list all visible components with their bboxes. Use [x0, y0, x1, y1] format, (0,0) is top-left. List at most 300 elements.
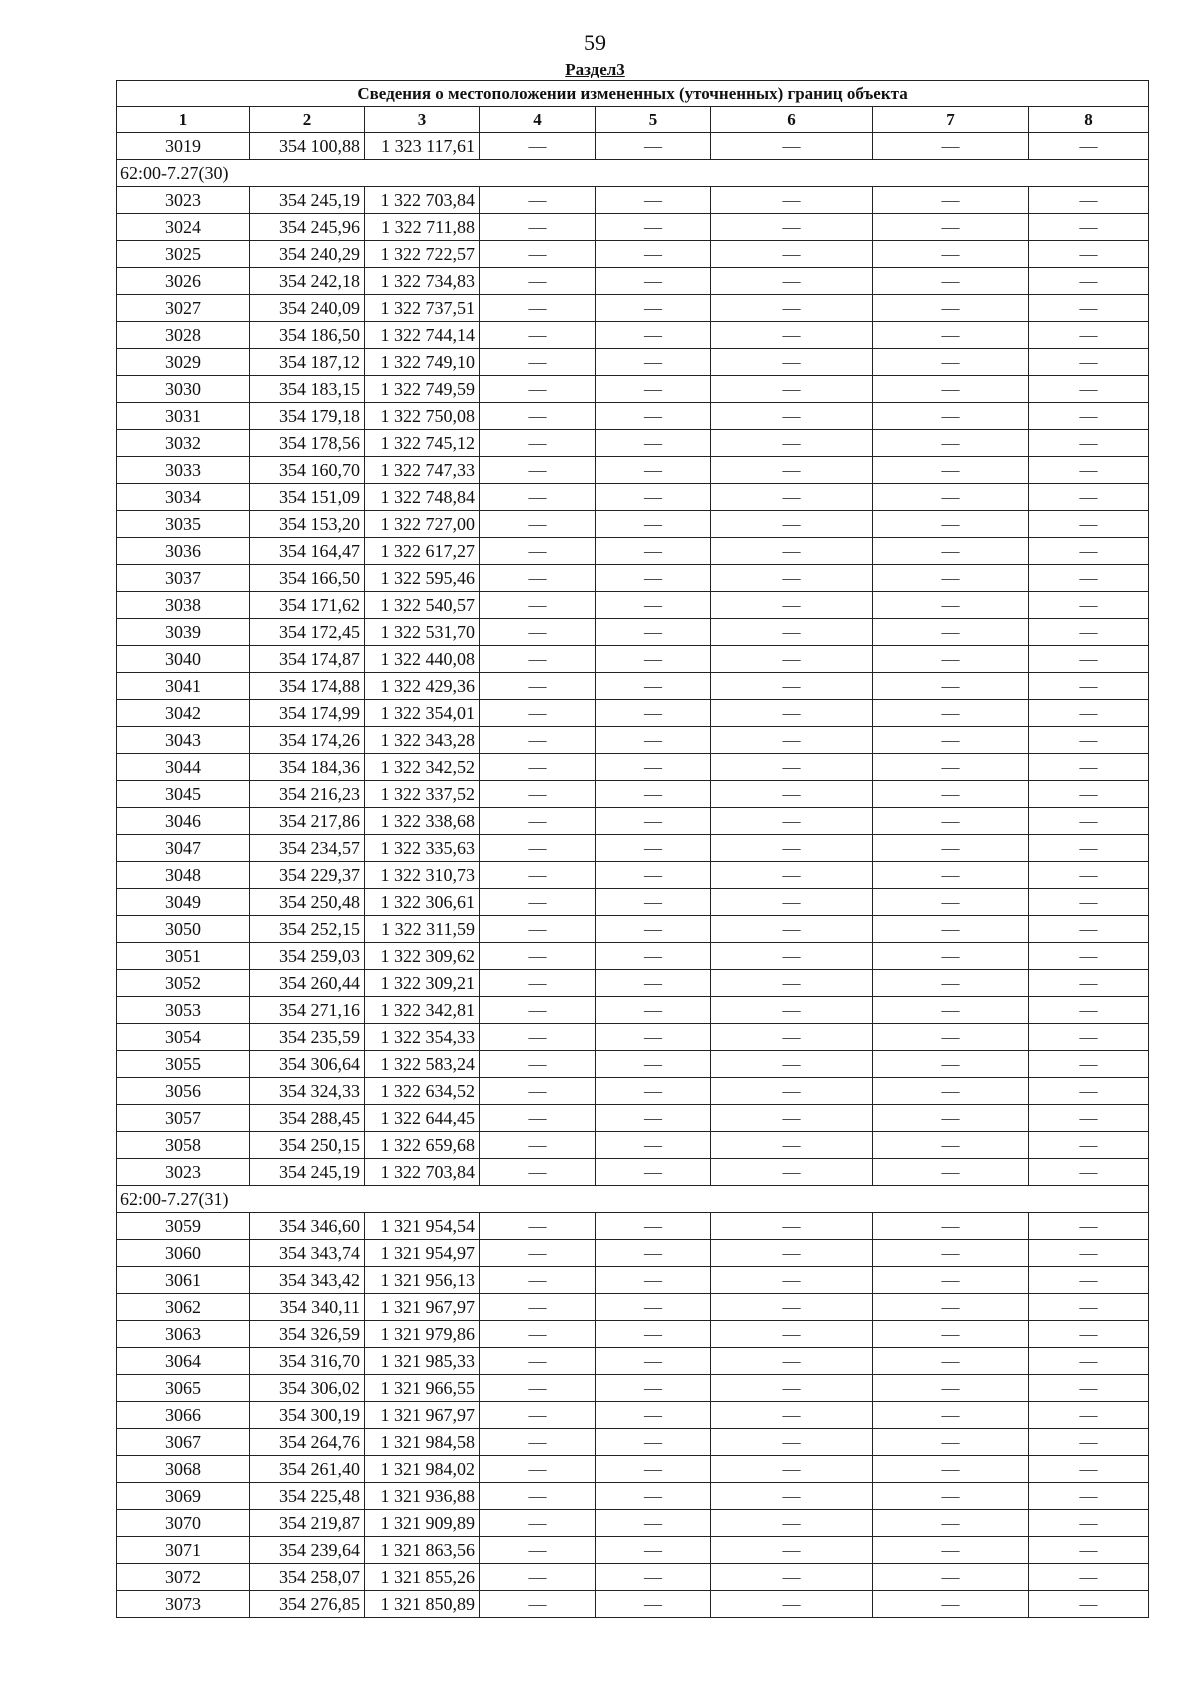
- empty-value-dash: —: [480, 538, 596, 565]
- empty-value-dash: —: [1029, 1240, 1149, 1267]
- empty-value-dash: —: [596, 1510, 711, 1537]
- point-number: 3065: [117, 1375, 250, 1402]
- empty-value-dash: —: [480, 268, 596, 295]
- empty-value-dash: —: [873, 349, 1029, 376]
- empty-value-dash: —: [711, 808, 873, 835]
- group-label: 62:00-7.27(30): [117, 160, 1149, 187]
- point-number: 3070: [117, 1510, 250, 1537]
- point-number: 3026: [117, 268, 250, 295]
- x-coordinate: 354 172,45: [250, 619, 365, 646]
- table-row: [117, 133, 1149, 160]
- empty-value-dash: —: [480, 214, 596, 241]
- table-row: [117, 889, 1149, 916]
- empty-value-dash: —: [480, 700, 596, 727]
- empty-value-dash: —: [596, 538, 711, 565]
- x-coordinate: 354 300,19: [250, 1402, 365, 1429]
- empty-value-dash: —: [1029, 1159, 1149, 1186]
- empty-value-dash: —: [480, 511, 596, 538]
- x-coordinate: 354 217,86: [250, 808, 365, 835]
- empty-value-dash: —: [711, 970, 873, 997]
- point-number: 3043: [117, 727, 250, 754]
- empty-value-dash: —: [711, 700, 873, 727]
- y-coordinate: 1 322 659,68: [365, 1132, 480, 1159]
- point-number: 3037: [117, 565, 250, 592]
- x-coordinate: 354 234,57: [250, 835, 365, 862]
- empty-value-dash: —: [711, 1321, 873, 1348]
- empty-value-dash: —: [1029, 1429, 1149, 1456]
- point-number: 3030: [117, 376, 250, 403]
- empty-value-dash: —: [711, 673, 873, 700]
- empty-value-dash: —: [596, 781, 711, 808]
- point-number: 3045: [117, 781, 250, 808]
- empty-value-dash: —: [480, 349, 596, 376]
- empty-value-dash: —: [873, 322, 1029, 349]
- empty-value-dash: —: [1029, 322, 1149, 349]
- empty-value-dash: —: [1029, 538, 1149, 565]
- empty-value-dash: —: [596, 565, 711, 592]
- x-coordinate: 354 225,48: [250, 1483, 365, 1510]
- y-coordinate: 1 322 703,84: [365, 1159, 480, 1186]
- x-coordinate: 354 264,76: [250, 1429, 365, 1456]
- empty-value-dash: —: [711, 1537, 873, 1564]
- empty-value-dash: —: [711, 1429, 873, 1456]
- empty-value-dash: —: [711, 727, 873, 754]
- empty-value-dash: —: [596, 322, 711, 349]
- point-number: 3035: [117, 511, 250, 538]
- empty-value-dash: —: [480, 565, 596, 592]
- x-coordinate: 354 151,09: [250, 484, 365, 511]
- column-header: 1: [117, 107, 250, 133]
- empty-value-dash: —: [711, 484, 873, 511]
- page-number: 59: [584, 30, 606, 55]
- empty-value-dash: —: [711, 1213, 873, 1240]
- point-number: 3059: [117, 1213, 250, 1240]
- empty-value-dash: —: [596, 457, 711, 484]
- point-number: 3058: [117, 1132, 250, 1159]
- table-row: [117, 1375, 1149, 1402]
- point-number: 3036: [117, 538, 250, 565]
- empty-value-dash: —: [873, 1348, 1029, 1375]
- empty-value-dash: —: [480, 295, 596, 322]
- empty-value-dash: —: [711, 214, 873, 241]
- y-coordinate: 1 322 335,63: [365, 835, 480, 862]
- y-coordinate: 1 322 722,57: [365, 241, 480, 268]
- y-coordinate: 1 322 342,52: [365, 754, 480, 781]
- empty-value-dash: —: [711, 376, 873, 403]
- empty-value-dash: —: [596, 511, 711, 538]
- point-number: 3019: [117, 133, 250, 160]
- y-coordinate: 1 322 711,88: [365, 214, 480, 241]
- empty-value-dash: —: [711, 133, 873, 160]
- empty-value-dash: —: [711, 1564, 873, 1591]
- point-number: 3029: [117, 349, 250, 376]
- x-coordinate: 354 179,18: [250, 403, 365, 430]
- empty-value-dash: —: [1029, 835, 1149, 862]
- empty-value-dash: —: [480, 1348, 596, 1375]
- x-coordinate: 354 250,48: [250, 889, 365, 916]
- empty-value-dash: —: [1029, 1294, 1149, 1321]
- table-row: [117, 1456, 1149, 1483]
- y-coordinate: 1 321 954,97: [365, 1240, 480, 1267]
- empty-value-dash: —: [480, 187, 596, 214]
- empty-value-dash: —: [596, 1105, 711, 1132]
- empty-value-dash: —: [873, 214, 1029, 241]
- table-row: [117, 1051, 1149, 1078]
- table-row: [117, 862, 1149, 889]
- table-row: [117, 1483, 1149, 1510]
- table-row: [117, 1402, 1149, 1429]
- point-number: 3053: [117, 997, 250, 1024]
- table-row: [117, 1105, 1149, 1132]
- empty-value-dash: —: [1029, 376, 1149, 403]
- point-number: 3048: [117, 862, 250, 889]
- empty-value-dash: —: [596, 349, 711, 376]
- group-row: [117, 1186, 1149, 1213]
- table-row: [117, 673, 1149, 700]
- point-number: 3052: [117, 970, 250, 997]
- x-coordinate: 354 178,56: [250, 430, 365, 457]
- empty-value-dash: —: [596, 646, 711, 673]
- empty-value-dash: —: [711, 295, 873, 322]
- empty-value-dash: —: [480, 1537, 596, 1564]
- empty-value-dash: —: [1029, 1105, 1149, 1132]
- x-coordinate: 354 306,02: [250, 1375, 365, 1402]
- empty-value-dash: —: [873, 1294, 1029, 1321]
- table-row: [117, 646, 1149, 673]
- empty-value-dash: —: [873, 1267, 1029, 1294]
- x-coordinate: 354 153,20: [250, 511, 365, 538]
- empty-value-dash: —: [480, 835, 596, 862]
- section-title: Раздел3: [565, 60, 625, 79]
- empty-value-dash: —: [873, 484, 1029, 511]
- empty-value-dash: —: [873, 430, 1029, 457]
- y-coordinate: 1 322 311,59: [365, 916, 480, 943]
- x-coordinate: 354 160,70: [250, 457, 365, 484]
- y-coordinate: 1 322 338,68: [365, 808, 480, 835]
- y-coordinate: 1 322 583,24: [365, 1051, 480, 1078]
- x-coordinate: 354 252,15: [250, 916, 365, 943]
- y-coordinate: 1 321 967,97: [365, 1402, 480, 1429]
- empty-value-dash: —: [873, 457, 1029, 484]
- empty-value-dash: —: [480, 133, 596, 160]
- empty-value-dash: —: [596, 214, 711, 241]
- point-number: 3051: [117, 943, 250, 970]
- empty-value-dash: —: [480, 1024, 596, 1051]
- y-coordinate: 1 321 984,58: [365, 1429, 480, 1456]
- point-number: 3047: [117, 835, 250, 862]
- point-number: 3038: [117, 592, 250, 619]
- point-number: 3024: [117, 214, 250, 241]
- empty-value-dash: —: [873, 1213, 1029, 1240]
- point-number: 3040: [117, 646, 250, 673]
- y-coordinate: 1 322 749,10: [365, 349, 480, 376]
- coordinates-table: [116, 80, 1149, 1618]
- empty-value-dash: —: [480, 1483, 596, 1510]
- y-coordinate: 1 322 644,45: [365, 1105, 480, 1132]
- empty-value-dash: —: [711, 1510, 873, 1537]
- empty-value-dash: —: [873, 970, 1029, 997]
- empty-value-dash: —: [1029, 1456, 1149, 1483]
- column-header: 5: [596, 107, 711, 133]
- empty-value-dash: —: [873, 1402, 1029, 1429]
- table-row: [117, 781, 1149, 808]
- point-number: 3046: [117, 808, 250, 835]
- x-coordinate: 354 245,19: [250, 1159, 365, 1186]
- empty-value-dash: —: [711, 538, 873, 565]
- empty-value-dash: —: [873, 889, 1029, 916]
- y-coordinate: 1 322 343,28: [365, 727, 480, 754]
- empty-value-dash: —: [873, 943, 1029, 970]
- x-coordinate: 354 239,64: [250, 1537, 365, 1564]
- empty-value-dash: —: [873, 646, 1029, 673]
- empty-value-dash: —: [1029, 889, 1149, 916]
- column-header: 2: [250, 107, 365, 133]
- table-row: [117, 943, 1149, 970]
- empty-value-dash: —: [596, 1240, 711, 1267]
- x-coordinate: 354 183,15: [250, 376, 365, 403]
- y-coordinate: 1 322 703,84: [365, 187, 480, 214]
- empty-value-dash: —: [596, 1321, 711, 1348]
- empty-value-dash: —: [1029, 592, 1149, 619]
- empty-value-dash: —: [1029, 295, 1149, 322]
- table-row: [117, 1321, 1149, 1348]
- empty-value-dash: —: [1029, 781, 1149, 808]
- empty-value-dash: —: [596, 808, 711, 835]
- empty-value-dash: —: [480, 808, 596, 835]
- empty-value-dash: —: [596, 889, 711, 916]
- empty-value-dash: —: [596, 1537, 711, 1564]
- empty-value-dash: —: [480, 1402, 596, 1429]
- x-coordinate: 354 340,11: [250, 1294, 365, 1321]
- empty-value-dash: —: [1029, 646, 1149, 673]
- y-coordinate: 1 321 956,13: [365, 1267, 480, 1294]
- empty-value-dash: —: [596, 997, 711, 1024]
- empty-value-dash: —: [711, 835, 873, 862]
- empty-value-dash: —: [873, 1078, 1029, 1105]
- x-coordinate: 354 326,59: [250, 1321, 365, 1348]
- empty-value-dash: —: [480, 241, 596, 268]
- group-label: 62:00-7.27(31): [117, 1186, 1149, 1213]
- empty-value-dash: —: [596, 943, 711, 970]
- table-row: [117, 1510, 1149, 1537]
- empty-value-dash: —: [596, 862, 711, 889]
- empty-value-dash: —: [873, 1132, 1029, 1159]
- table-caption: Сведения о местоположении измененных (уточненных) границ объекта: [117, 81, 1149, 107]
- point-number: 3028: [117, 322, 250, 349]
- empty-value-dash: —: [711, 754, 873, 781]
- empty-value-dash: —: [596, 241, 711, 268]
- empty-value-dash: —: [873, 1321, 1029, 1348]
- empty-value-dash: —: [1029, 1564, 1149, 1591]
- empty-value-dash: —: [873, 538, 1029, 565]
- y-coordinate: 1 321 850,89: [365, 1591, 480, 1618]
- empty-value-dash: —: [711, 349, 873, 376]
- point-number: 3023: [117, 187, 250, 214]
- point-number: 3066: [117, 1402, 250, 1429]
- x-coordinate: 354 186,50: [250, 322, 365, 349]
- empty-value-dash: —: [480, 970, 596, 997]
- table-row: [117, 349, 1149, 376]
- point-number: 3067: [117, 1429, 250, 1456]
- table-row: [117, 430, 1149, 457]
- empty-value-dash: —: [596, 1375, 711, 1402]
- empty-value-dash: —: [480, 754, 596, 781]
- y-coordinate: 1 322 744,14: [365, 322, 480, 349]
- point-number: 3050: [117, 916, 250, 943]
- table-row: [117, 241, 1149, 268]
- empty-value-dash: —: [596, 754, 711, 781]
- empty-value-dash: —: [596, 376, 711, 403]
- empty-value-dash: —: [480, 1564, 596, 1591]
- empty-value-dash: —: [711, 268, 873, 295]
- point-number: 3044: [117, 754, 250, 781]
- point-number: 3039: [117, 619, 250, 646]
- empty-value-dash: —: [480, 322, 596, 349]
- table-row: [117, 376, 1149, 403]
- y-coordinate: 1 322 745,12: [365, 430, 480, 457]
- empty-value-dash: —: [1029, 214, 1149, 241]
- empty-value-dash: —: [1029, 457, 1149, 484]
- x-coordinate: 354 174,26: [250, 727, 365, 754]
- point-number: 3068: [117, 1456, 250, 1483]
- empty-value-dash: —: [873, 268, 1029, 295]
- empty-value-dash: —: [596, 592, 711, 619]
- table-row: [117, 1132, 1149, 1159]
- y-coordinate: 1 322 737,51: [365, 295, 480, 322]
- x-coordinate: 354 171,62: [250, 592, 365, 619]
- point-number: 3033: [117, 457, 250, 484]
- empty-value-dash: —: [873, 1564, 1029, 1591]
- y-coordinate: 1 322 727,00: [365, 511, 480, 538]
- empty-value-dash: —: [1029, 862, 1149, 889]
- empty-value-dash: —: [480, 916, 596, 943]
- table-body: [117, 133, 1149, 1618]
- table-row: [117, 1294, 1149, 1321]
- y-coordinate: 1 321 984,02: [365, 1456, 480, 1483]
- empty-value-dash: —: [480, 1078, 596, 1105]
- empty-value-dash: —: [711, 997, 873, 1024]
- y-coordinate: 1 322 306,61: [365, 889, 480, 916]
- table-row: [117, 1429, 1149, 1456]
- point-number: 3071: [117, 1537, 250, 1564]
- x-coordinate: 354 276,85: [250, 1591, 365, 1618]
- x-coordinate: 354 271,16: [250, 997, 365, 1024]
- empty-value-dash: —: [873, 1429, 1029, 1456]
- table-row: [117, 1213, 1149, 1240]
- point-number: 3049: [117, 889, 250, 916]
- empty-value-dash: —: [480, 1294, 596, 1321]
- empty-value-dash: —: [480, 1240, 596, 1267]
- empty-value-dash: —: [596, 727, 711, 754]
- x-coordinate: 354 187,12: [250, 349, 365, 376]
- table-row: [117, 214, 1149, 241]
- table-row: [117, 1591, 1149, 1618]
- empty-value-dash: —: [711, 1267, 873, 1294]
- table-row: [117, 538, 1149, 565]
- table-row: [117, 835, 1149, 862]
- empty-value-dash: —: [480, 727, 596, 754]
- empty-value-dash: —: [711, 511, 873, 538]
- empty-value-dash: —: [596, 700, 711, 727]
- point-number: 3060: [117, 1240, 250, 1267]
- empty-value-dash: —: [1029, 970, 1149, 997]
- empty-value-dash: —: [711, 1240, 873, 1267]
- y-coordinate: 1 322 540,57: [365, 592, 480, 619]
- x-coordinate: 354 343,42: [250, 1267, 365, 1294]
- table-row: [117, 295, 1149, 322]
- point-number: 3064: [117, 1348, 250, 1375]
- empty-value-dash: —: [873, 727, 1029, 754]
- empty-value-dash: —: [1029, 700, 1149, 727]
- empty-value-dash: —: [596, 133, 711, 160]
- empty-value-dash: —: [596, 268, 711, 295]
- empty-value-dash: —: [873, 376, 1029, 403]
- empty-value-dash: —: [873, 916, 1029, 943]
- table-row: [117, 187, 1149, 214]
- empty-value-dash: —: [711, 862, 873, 889]
- x-coordinate: 354 316,70: [250, 1348, 365, 1375]
- y-coordinate: 1 322 749,59: [365, 376, 480, 403]
- column-header: 3: [365, 107, 480, 133]
- y-coordinate: 1 322 440,08: [365, 646, 480, 673]
- empty-value-dash: —: [711, 619, 873, 646]
- empty-value-dash: —: [873, 133, 1029, 160]
- empty-value-dash: —: [1029, 727, 1149, 754]
- column-header: 8: [1029, 107, 1149, 133]
- table-row: [117, 997, 1149, 1024]
- empty-value-dash: —: [596, 1267, 711, 1294]
- empty-value-dash: —: [711, 403, 873, 430]
- empty-value-dash: —: [873, 700, 1029, 727]
- empty-value-dash: —: [873, 1159, 1029, 1186]
- table-row: [117, 619, 1149, 646]
- empty-value-dash: —: [873, 1510, 1029, 1537]
- empty-value-dash: —: [596, 619, 711, 646]
- empty-value-dash: —: [480, 862, 596, 889]
- y-coordinate: 1 322 309,62: [365, 943, 480, 970]
- empty-value-dash: —: [873, 295, 1029, 322]
- y-coordinate: 1 322 531,70: [365, 619, 480, 646]
- empty-value-dash: —: [480, 673, 596, 700]
- empty-value-dash: —: [873, 187, 1029, 214]
- empty-value-dash: —: [1029, 1348, 1149, 1375]
- empty-value-dash: —: [711, 1078, 873, 1105]
- empty-value-dash: —: [711, 1402, 873, 1429]
- empty-value-dash: —: [596, 484, 711, 511]
- empty-value-dash: —: [480, 484, 596, 511]
- empty-value-dash: —: [873, 619, 1029, 646]
- empty-value-dash: —: [1029, 403, 1149, 430]
- table-row: [117, 1348, 1149, 1375]
- y-coordinate: 1 321 863,56: [365, 1537, 480, 1564]
- x-coordinate: 354 306,64: [250, 1051, 365, 1078]
- y-coordinate: 1 321 936,88: [365, 1483, 480, 1510]
- empty-value-dash: —: [480, 619, 596, 646]
- empty-value-dash: —: [1029, 133, 1149, 160]
- empty-value-dash: —: [1029, 1402, 1149, 1429]
- empty-value-dash: —: [711, 1456, 873, 1483]
- empty-value-dash: —: [1029, 1483, 1149, 1510]
- empty-value-dash: —: [596, 673, 711, 700]
- empty-value-dash: —: [480, 376, 596, 403]
- empty-value-dash: —: [873, 808, 1029, 835]
- table-row: [117, 268, 1149, 295]
- y-coordinate: 1 322 429,36: [365, 673, 480, 700]
- point-number: 3069: [117, 1483, 250, 1510]
- table-row: [117, 808, 1149, 835]
- table-row: [117, 1024, 1149, 1051]
- point-number: 3056: [117, 1078, 250, 1105]
